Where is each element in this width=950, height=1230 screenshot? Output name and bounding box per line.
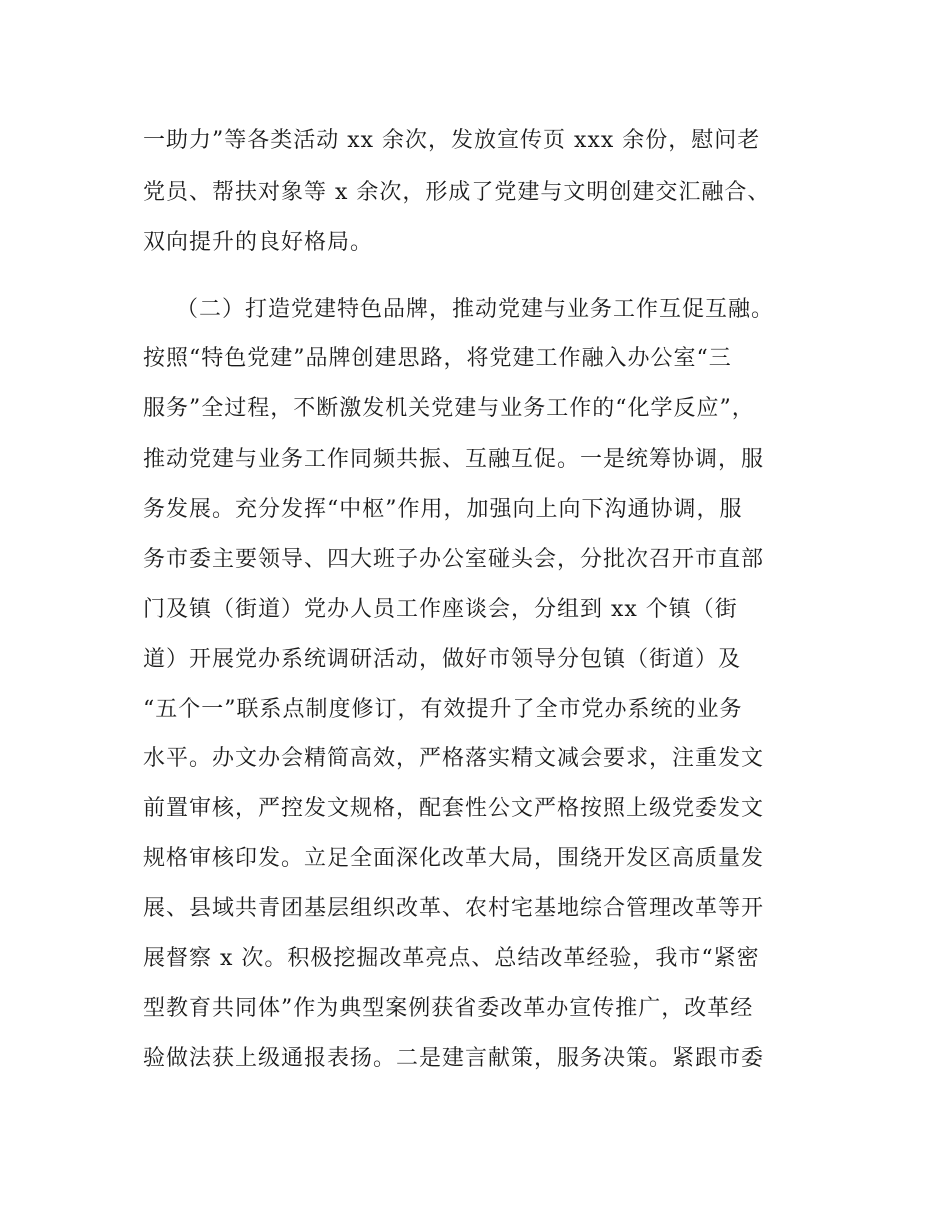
text-line: 务市委主要领导、四大班子办公室碰头会，分批次召开市直部 [143, 547, 765, 572]
text-line: 前置审核，严控发文规格，配套性公文严格按照上级党委发文 [143, 796, 765, 821]
section-heading-line: （二）打造党建特色品牌，推动党建与业务工作互促互融。 [176, 297, 775, 322]
text-line: 验做法获上级通报表扬。二是建言献策，服务决策。紧跟市委 [143, 1046, 765, 1071]
text-line: 一助力”等各类活动 xx 余次，发放宣传页 xxx 余份，慰问老 [143, 128, 761, 153]
text-line: 展、县域共青团基层组织改革、农村宅基地综合管理改革等开 [143, 896, 765, 921]
text-line: 型教育共同体”作为典型案例获省委改革办宣传推广，改革经 [143, 996, 754, 1021]
text-line: 门及镇（街道）党办人员工作座谈会，分组到 xx 个镇（街 [143, 597, 738, 622]
text-line: 服务”全过程，不断激发机关党建与业务工作的“化学反应”， [143, 396, 755, 421]
text-line: 展督察 x 次。积极挖掘改革亮点、总结改革经验，我市“紧密 [143, 946, 760, 971]
text-line: 道）开展党办系统调研活动，做好市领导分包镇（街道）及 [143, 647, 742, 672]
text-line: 按照“特色党建”品牌创建思路，将党建工作融入办公室“三 [143, 346, 732, 371]
text-line: “五个一”联系点制度修订，有效提升了全市党办系统的业务 [143, 697, 743, 722]
text-line: 水平。办文办会精简高效，严格落实精文减会要求，注重发文 [143, 746, 765, 771]
text-line: 党员、帮扶对象等 x 余次，形成了党建与文明创建交汇融合、 [143, 180, 771, 205]
text-line: 双向提升的良好格局。 [143, 230, 374, 255]
text-line: 规格审核印发。立足全面深化改革大局，围绕开发区高质量发 [143, 846, 765, 871]
text-line: 务发展。充分发挥“中枢”作用，加强向上向下沟通协调，服 [143, 497, 743, 522]
text-line: 推动党建与业务工作同频共振、互融互促。一是统筹协调，服 [143, 447, 765, 472]
